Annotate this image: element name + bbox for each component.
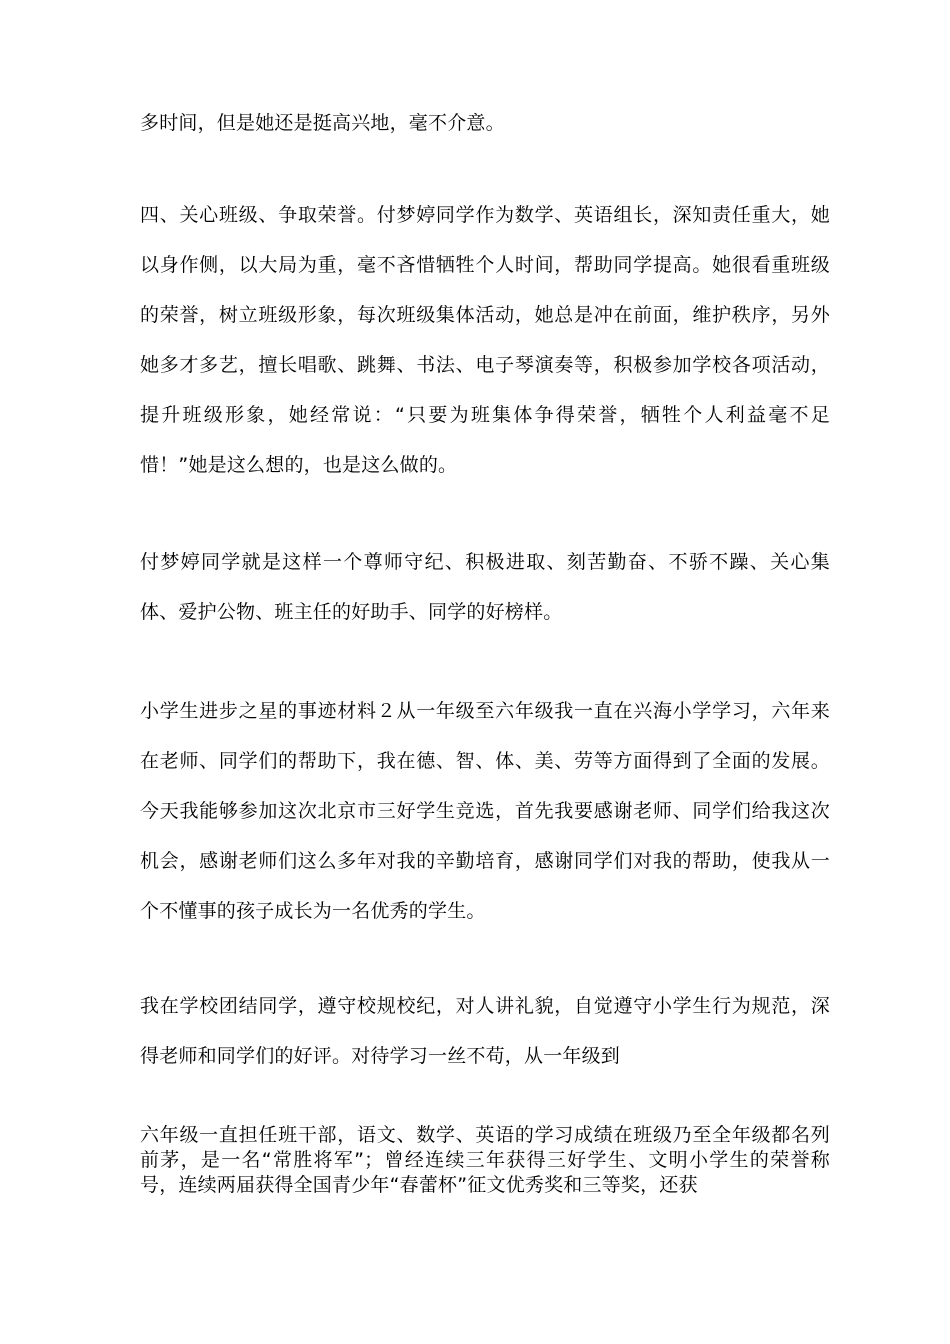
paragraph-5: 我在学校团结同学，遵守校规校纪，对人讲礼貌，自觉遵守小学生行为规范，深得老师和同学们的好评。对待学习一丝不苟，从一年级到 [140, 995, 830, 1067]
paragraph-1: 多时间，但是她还是挺高兴地，毫不介意。 [140, 112, 505, 134]
paragraph-2: 四、关心班级、争取荣誉。付梦婷同学作为数学、英语组长，深知责任重大，她以身作侧，以大局为重，毫不吝惜牺牲个人时间，帮助同学提高。她很看重班级的荣誉，树立班级形象，每次班级集体活动，她总是冲在前面，维护秩序，另外她多才多艺，擅长唱歌、跳舞、书法、电子琴演奏等，积极参加学校各项活动，提升班级形象，她经常说：“只要为班集体争得荣誉，牺牲个人利益毫不足惜！”她是这么想的，也是这么做的。 [140, 204, 830, 476]
paragraph-3: 付梦婷同学就是这样一个尊师守纪、积极进取、刻苦勤奋、不骄不躁、关心集体、爱护公物、班主任的好助手、同学的好榜样。 [140, 551, 830, 623]
paragraph-6: 六年级一直担任班干部，语文、数学、英语的学习成绩在班级乃至全年级都名列前茅，是一名“常胜将军”；曾经连续三年获得三好学生、文明小学生的荣誉称号，连续两届获得全国青少年“春蕾杯”征文优秀奖和三等奖，还获 [140, 1124, 830, 1196]
paragraph-4: 小学生进步之星的事迹材料２从一年级至六年级我一直在兴海小学学习，六年来在老师、同学们的帮助下，我在德、智、体、美、劳等方面得到了全面的发展。今天我能够参加这次北京市三好学生竞选，首先我要感谢老师、同学们给我这次机会，感谢老师们这么多年对我的辛勤培育，感谢同学们对我的帮助，使我从一个不懂事的孩子成长为一名优秀的学生。 [140, 700, 830, 922]
